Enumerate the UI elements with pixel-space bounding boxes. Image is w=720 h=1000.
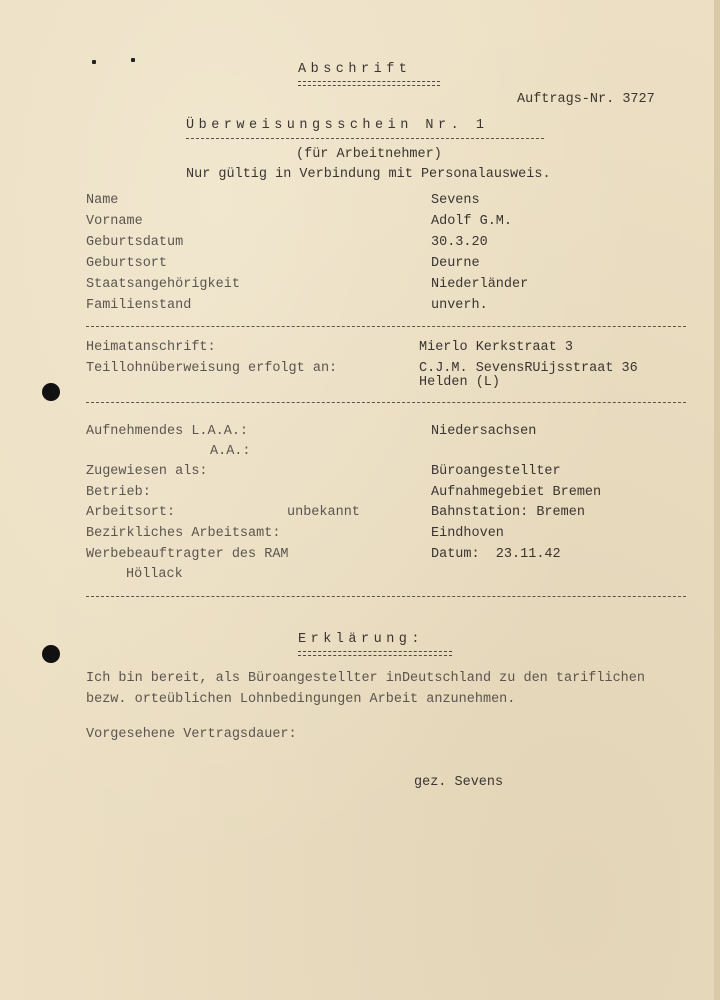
form-subtitle: (für Arbeitnehmer)	[296, 147, 442, 162]
document-title: Abschrift	[298, 62, 412, 77]
label-vertragsdauer: Vorgesehene Vertragsdauer:	[86, 727, 297, 742]
value-bezirkliches-arbeitsamt: Eindhoven	[431, 526, 504, 541]
section-divider	[86, 402, 686, 403]
section-divider	[86, 326, 686, 327]
signature: gez. Sevens	[414, 775, 504, 790]
label-arbeitsort: Arbeitsort:	[86, 505, 176, 520]
label-geburtsdatum: Geburtsdatum	[86, 235, 184, 250]
declaration-underline	[298, 651, 452, 656]
label-aufnehmendes-laa: Aufnehmendes L.A.A.:	[86, 424, 249, 439]
form-title-underline	[186, 138, 544, 139]
label-heimatanschrift: Heimatanschrift:	[86, 340, 216, 355]
label-familienstand: Familienstand	[86, 298, 192, 313]
order-number: Auftrags-Nr. 3727	[517, 92, 655, 107]
declaration-title: Erklärung:	[298, 632, 425, 647]
value-staatsangehoerigkeit: Niederländer	[431, 277, 529, 292]
value-teillohnueberweisung-1: C.J.M. SevensRUijsstraat 36	[419, 361, 638, 376]
label-zugewiesen: Zugewiesen als:	[86, 464, 208, 479]
title-underline	[298, 81, 440, 86]
value-bahnstation: Bahnstation: Bremen	[431, 505, 585, 520]
validity-note: Nur gültig in Verbindung mit Personalausweis.	[186, 167, 551, 182]
label-werbebeauftragter: Werbebeauftragter des RAM	[86, 547, 289, 562]
value-geburtsdatum: 30.3.20	[431, 235, 488, 250]
value-werbebeauftragter: Höllack	[126, 567, 183, 582]
ink-mark	[131, 58, 135, 62]
declaration-text-2: bezw. orteüblichen Lohnbedingungen Arbeit anzunehmen.	[86, 692, 516, 707]
label-name: Name	[86, 193, 119, 208]
value-vorname: Adolf G.M.	[431, 214, 513, 229]
value-zugewiesen: Büroangestellter	[431, 464, 561, 479]
label-vorname: Vorname	[86, 214, 143, 229]
paper-edge	[714, 0, 720, 1000]
label-aa: A.A.:	[210, 444, 251, 459]
label-bezirkliches-arbeitsamt: Bezirkliches Arbeitsamt:	[86, 526, 281, 541]
value-geburtsort: Deurne	[431, 256, 480, 271]
punch-hole-top	[42, 383, 60, 401]
declaration-text-1: Ich bin bereit, als Büroangestellter inDeutschland zu den tariflichen	[86, 671, 645, 686]
label-staatsangehoerigkeit: Staatsangehörigkeit	[86, 277, 240, 292]
label-betrieb: Betrieb:	[86, 485, 151, 500]
value-betrieb: Aufnahmegebiet Bremen	[431, 485, 602, 500]
punch-hole-bottom	[42, 645, 60, 663]
section-divider	[86, 596, 686, 597]
form-title: Überweisungsschein Nr. 1	[186, 118, 489, 133]
value-heimatanschrift: Mierlo Kerkstraat 3	[419, 340, 573, 355]
label-teillohnueberweisung: Teillohnüberweisung erfolgt an:	[86, 361, 338, 376]
ink-mark	[92, 60, 96, 64]
value-arbeitsort: unbekannt	[287, 505, 360, 520]
value-aufnehmendes-laa: Niedersachsen	[431, 424, 537, 439]
label-geburtsort: Geburtsort	[86, 256, 168, 271]
value-teillohnueberweisung-2: Helden (L)	[419, 375, 501, 390]
value-datum: Datum: 23.11.42	[431, 547, 561, 562]
value-familienstand: unverh.	[431, 298, 488, 313]
value-name: Sevens	[431, 193, 480, 208]
